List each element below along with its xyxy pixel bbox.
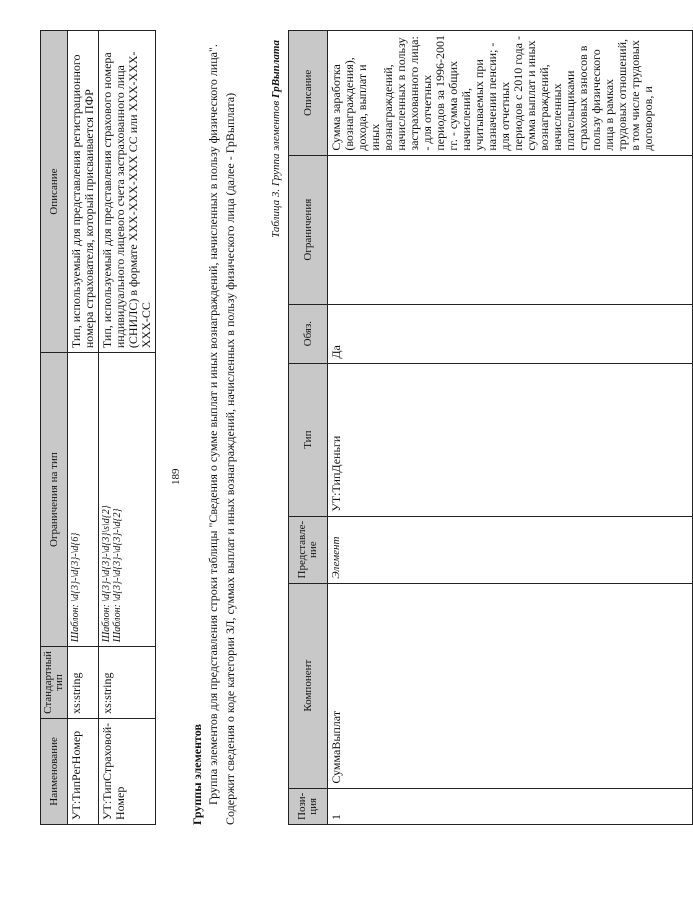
cell-mandatory: Да — [328, 304, 693, 363]
cell-name: УТ:ТипРегНомер — [68, 718, 99, 824]
cell-description: Тип, используемый для представления регистрационного номера страхователя, который присваивается ПФР — [68, 31, 99, 353]
table-header-row — [41, 31, 68, 825]
cell-description: Тип, используемый для представления страхового номера индивидуального лицевого счета застрахованного лица (СНИЛС) в формате XXX-XXX-XXX CC или XXX-XXX-XXX-CC — [99, 31, 156, 353]
types-table — [40, 30, 156, 825]
cell-limits — [68, 353, 99, 647]
cell-name: УТ:ТипСтраховой-Номер — [99, 718, 156, 824]
caption-name: ГрВыплата — [270, 40, 282, 99]
limit-line: Шаблон: \d{3}-\d{3}-\d{3}\s\d{2} — [101, 505, 112, 643]
cell-description: Сумма заработка (вознаграждения), дохода, выплат и иных вознаграждений, начисленных в пользу застрахованного лица: - для отчетных периодов за 1996-2001 гг. - сумма общих начислений, учитываемых при назначении пенсии; - для отчетных периодов с 2010 года - сумма выплат и иных вознаграждений, начисленных плательщиками страховых взносов в пользу физического лица в рамках трудовых отношений, в том числе трудовых договоров, и — [328, 31, 693, 156]
table-row — [68, 31, 99, 825]
cell-limits — [99, 353, 156, 647]
table-caption — [270, 40, 282, 305]
header-limits: Ограничения — [289, 155, 328, 304]
cell-limits — [328, 155, 693, 304]
cell-representation: Элемент — [328, 516, 693, 583]
header-component: Компонент — [289, 583, 328, 788]
group-elements-table — [288, 30, 693, 825]
header-std-type: Стандартный тип — [41, 647, 68, 719]
header-name: Наименование — [41, 718, 68, 824]
limit-line: Шаблон: \d{3}-\d{3}-\d{6} — [70, 532, 81, 643]
table-header-row — [289, 31, 328, 825]
cell-type: УТ:ТипДеньги — [328, 363, 693, 516]
section-paragraph: Группа элементов для представления строки таблицы "Сведения о сумме выплат и иных вознаграждений, начисленных в пользу физического лица". Содержит сведения о коде категории ЗЛ, суммах выплат и иных вознаграждений, начисленных в пользу физического лица (далее - ГрВыплата) — [206, 44, 237, 825]
table-row — [328, 31, 693, 825]
cell-position: 1 — [328, 788, 693, 824]
page-number: 189 — [170, 468, 182, 485]
section-heading: Группы элементов — [190, 724, 204, 825]
cell-std-type: xs:string — [99, 647, 156, 719]
header-representation: Представле-ние — [289, 516, 328, 583]
header-type: Тип — [289, 363, 328, 516]
header-description: Описание — [289, 31, 328, 156]
caption-prefix: Таблица 3. Группа элементов — [270, 98, 282, 238]
header-position: Пози-ция — [289, 788, 328, 824]
table-row — [99, 31, 156, 825]
limit-line: Шаблон: \d{3}-\d{3}-\d{3}-\d{2} — [112, 508, 123, 643]
cell-std-type: xs:string — [68, 647, 99, 719]
header-description: Описание — [41, 31, 68, 353]
header-mandatory: Обяз. — [289, 304, 328, 363]
header-limits: Ограничения на тип — [41, 353, 68, 647]
cell-component: СуммаВыплат — [328, 583, 693, 788]
